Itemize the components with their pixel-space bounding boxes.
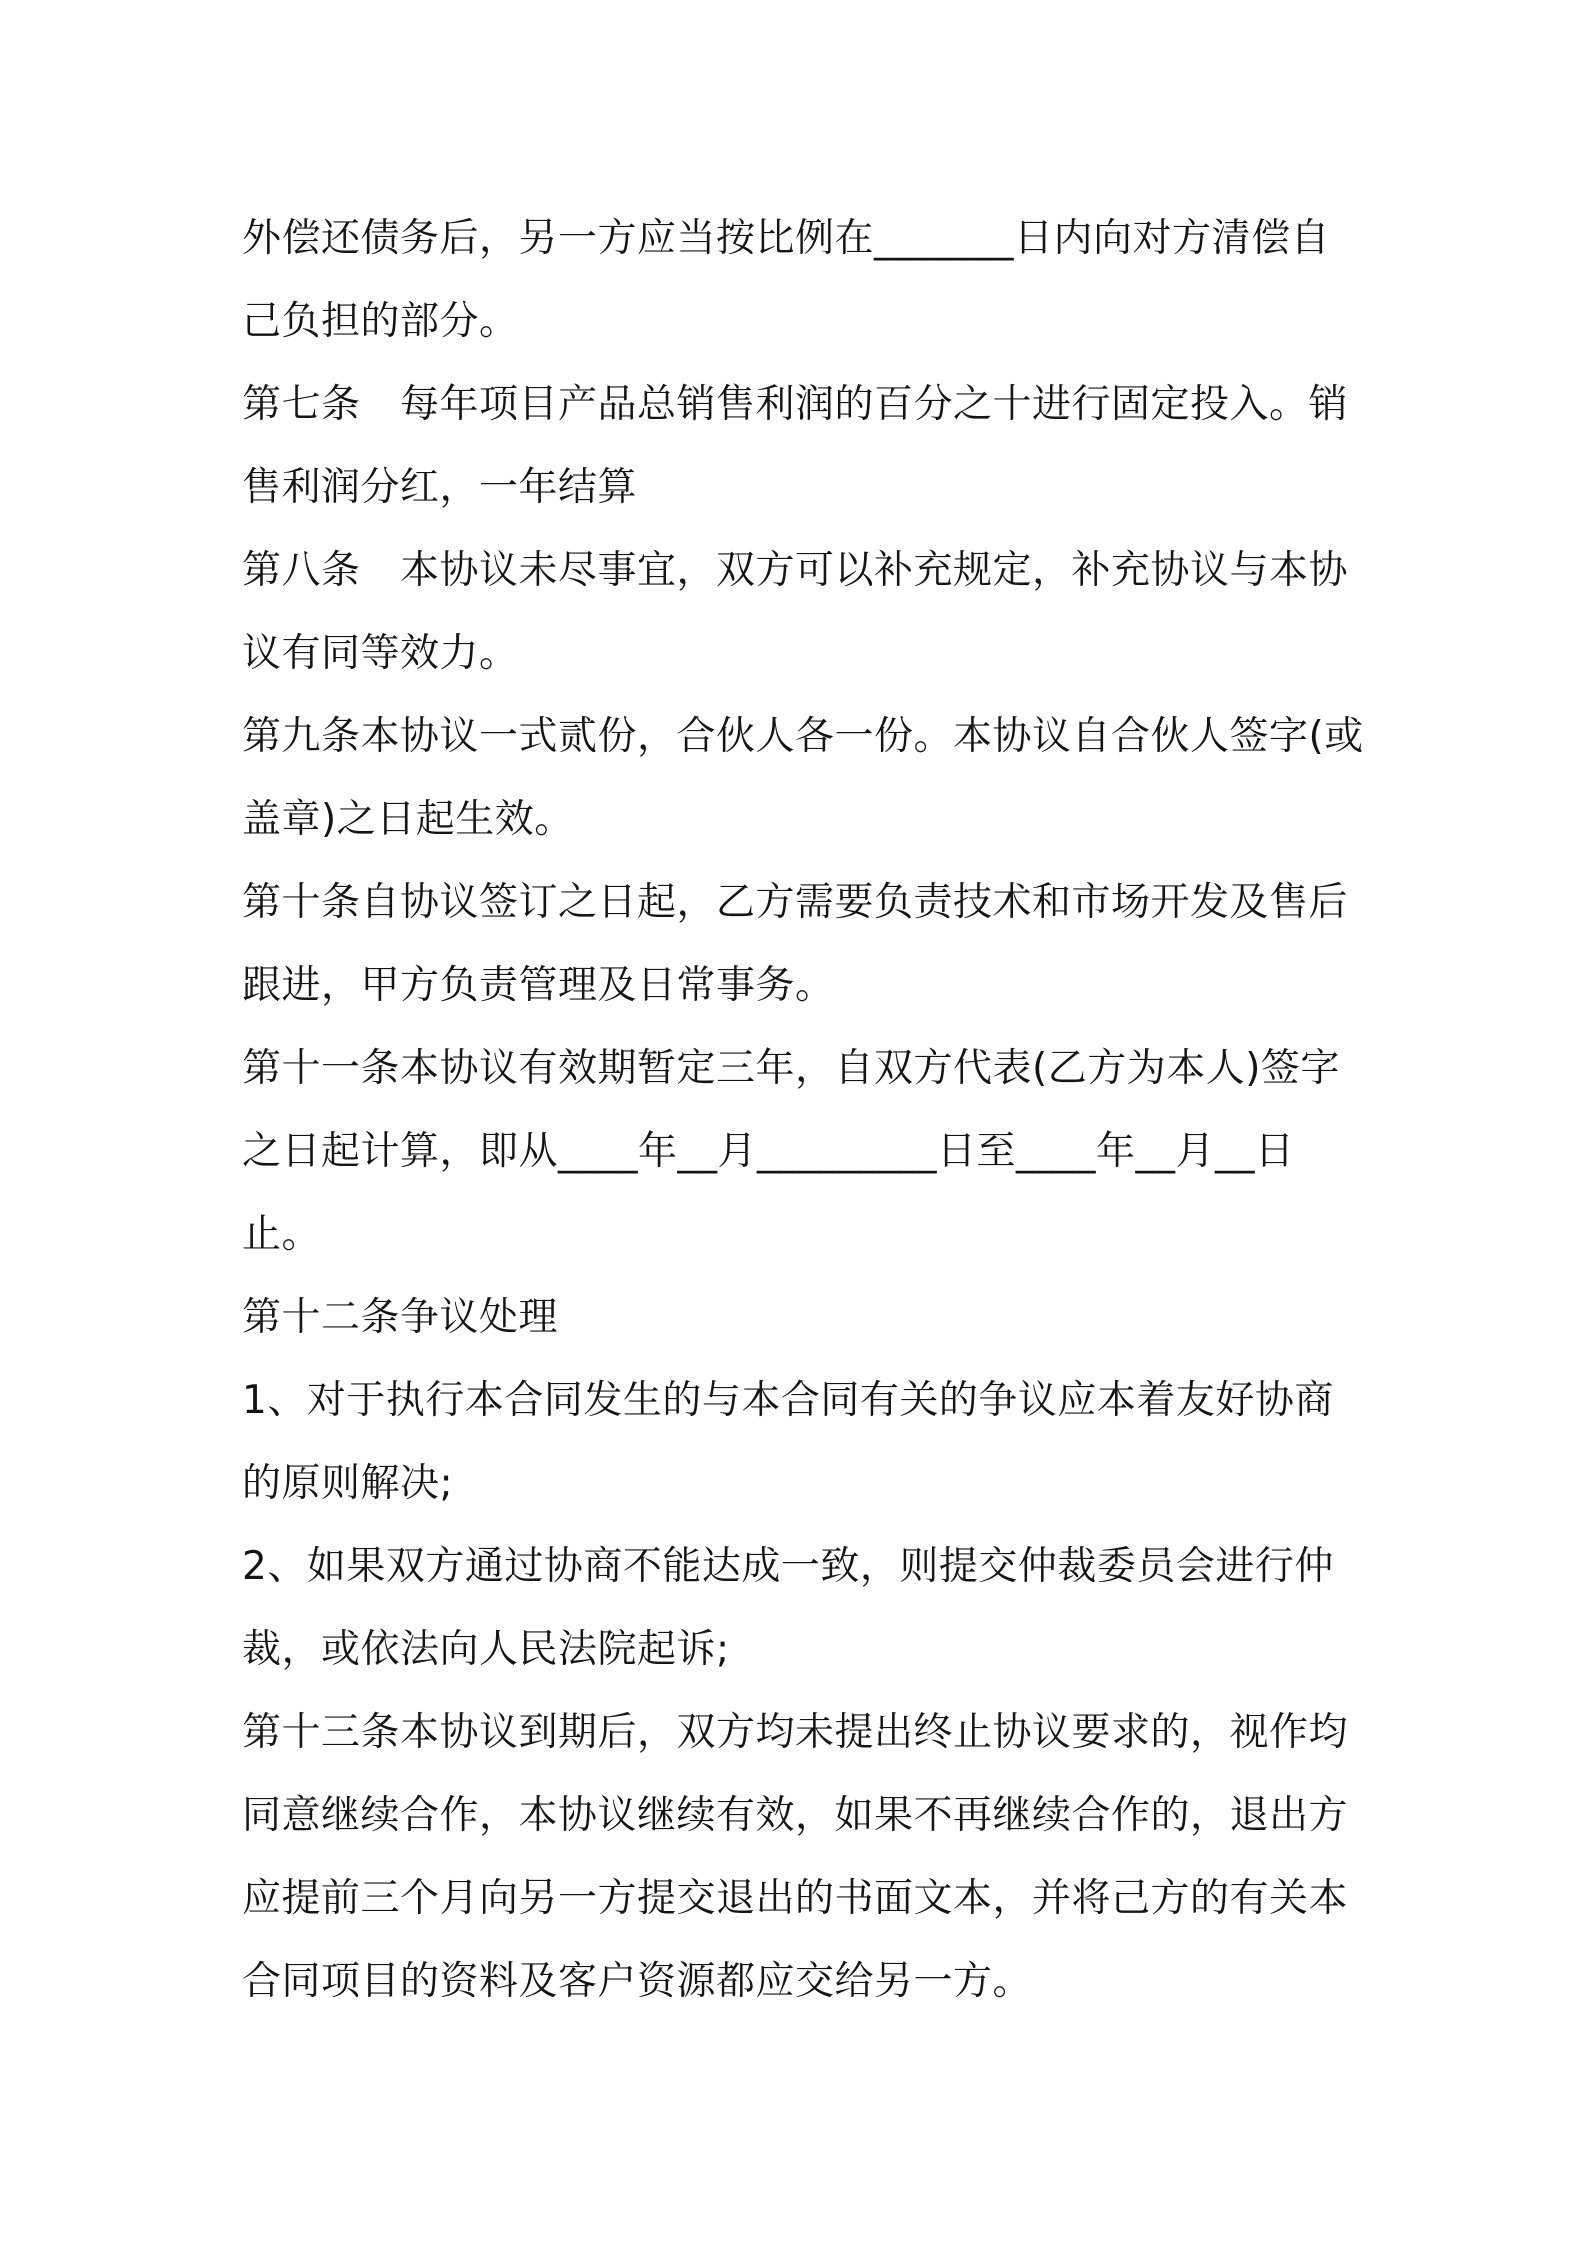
text-line: 2、如果双方通过协商不能达成一致，则提交仲裁委员会进行仲: [242, 1544, 1334, 1589]
text-line: 之日起计算，即从____年__月_________日至____年__月__日: [242, 1129, 1295, 1174]
text-line: 第十一条本协议有效期暂定三年，自双方代表(乙方为本人)签字: [242, 1046, 1340, 1091]
text-line: 己负担的部分。: [242, 299, 519, 344]
text-line: 盖章)之日起生效。: [242, 797, 574, 842]
text-line: 的原则解决;: [242, 1461, 454, 1506]
text-line: 第十三条本协议到期后，双方均未提出终止协议要求的，视作均: [242, 1710, 1349, 1755]
text-line: 止。: [242, 1212, 322, 1257]
text-line: 裁，或依法向人民法院起诉;: [242, 1627, 730, 1672]
text-line: 第七条 每年项目产品总销售利润的百分之十进行固定投入。销: [242, 382, 1349, 427]
text-line: 第十条自协议签订之日起，乙方需要负责技术和市场开发及售后: [242, 880, 1349, 925]
text-line: 1、对于执行本合同发生的与本合同有关的争议应本着友好协商: [242, 1378, 1334, 1423]
text-line: 售利润分红，一年结算: [242, 465, 638, 510]
text-line: 外偿还债务后，另一方应当按比例在_______日内向对方清偿自: [242, 216, 1331, 261]
text-line: 跟进，甲方负责管理及日常事务。: [242, 963, 835, 1008]
text-line: 第十二条争议处理: [242, 1295, 559, 1340]
text-line: 同意继续合作，本协议继续有效，如果不再继续合作的，退出方: [242, 1793, 1349, 1838]
text-line: 合同项目的资料及客户资源都应交给另一方。: [242, 1959, 1033, 2004]
text-line: 应提前三个月向另一方提交退出的书面文本，并将己方的有关本: [242, 1876, 1349, 1921]
text-line: 第八条 本协议未尽事宜，双方可以补充规定，补充协议与本协: [242, 548, 1349, 593]
text-line: 议有同等效力。: [242, 631, 519, 676]
text-line: 第九条本协议一式贰份，合伙人各一份。本协议自合伙人签字(或: [242, 714, 1364, 759]
document-body: [242, 197, 1364, 2023]
